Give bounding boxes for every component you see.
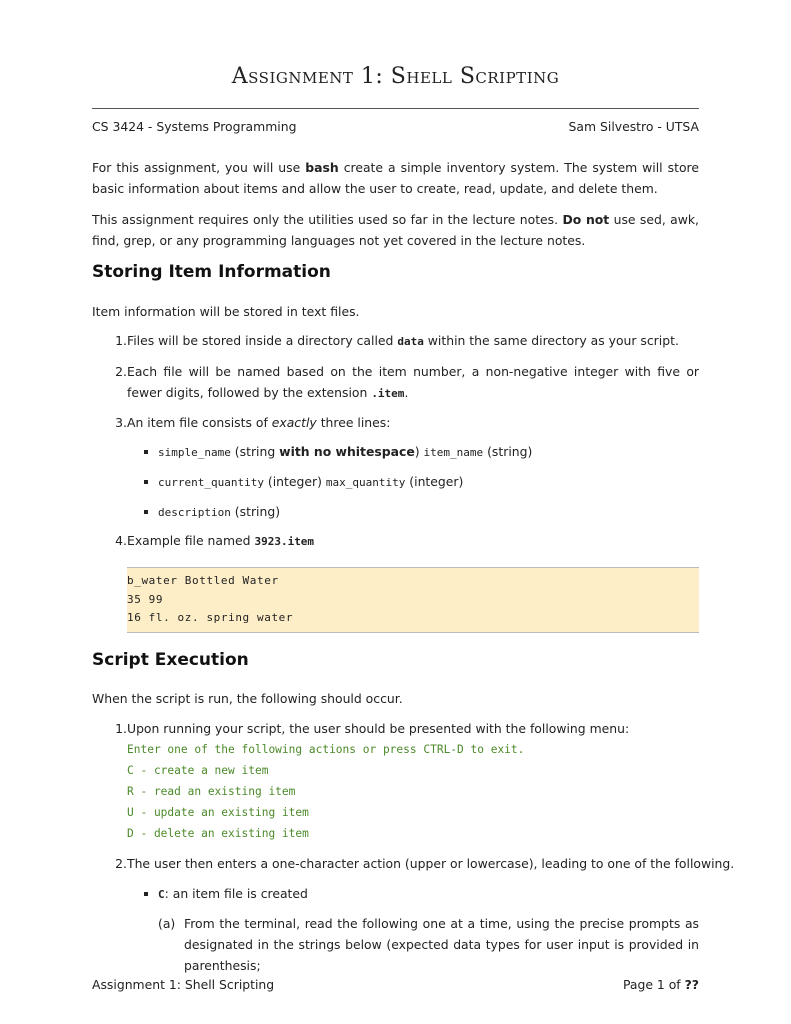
sub-item-a: (a) From the terminal, read the following one at a time, using the precise prompts as designated in the strings below (expected data types for user input is provided in parenthesis; [184,913,699,976]
menu-line: R - read an existing item [127,785,296,798]
menu-line: D - delete an existing item [127,827,309,840]
code-line: 16 fl. oz. spring water [127,611,294,624]
list-item: 2. The user then enters a one-character action (upper or lowercase), leading to one of the following. [115,856,735,871]
author-label: Sam Silvestro - UTSA [568,119,699,134]
bullet-marker [144,480,148,484]
document-page [92,0,735,1024]
field-bullet: description (string) [158,501,698,523]
section1-lead: Item information will be stored in text files. [92,304,360,319]
menu-line: U - update an existing item [127,806,309,819]
list-item: 2. Each file will be named based on the item number, a non-negative integer with five or fewer digits, followed by the extension .item. [115,364,699,400]
bullet-marker [144,892,148,896]
section-heading-storing: Storing Item Information [92,262,331,282]
section-heading-execution: Script Execution [92,650,249,670]
sub-item-label: (a) [158,916,176,931]
field-bullet: simple_name (string with no whitespace) item_name (string) [158,441,698,463]
course-label: CS 3424 - Systems Programming [92,119,297,134]
menu-line: Enter one of the following actions or press CTRL-D to exit. [127,743,525,756]
list-item: 3. An item file consists of exactly three lines: [115,415,391,430]
bullet-marker [144,450,148,454]
action-bullet: C: an item file is created [158,883,698,905]
code-line: 35 99 [127,592,164,606]
footer-page-number: Page 1 of ?? [622,977,699,992]
footer-title: Assignment 1: Shell Scripting [92,977,275,992]
header-rule [92,108,699,109]
example-file-code-block [127,567,699,633]
menu-line: C - create a new item [127,764,269,777]
list-item: 4. Example file named 3923.item [115,533,315,548]
list-item: 1. Upon running your script, the user should be presented with the following menu: Enter one of the following actions or press CTRL-D to exit. C - create a new item R - read an existing item U - update an existing item D - delete an existing item [127,718,699,844]
intro-paragraph-2: This assignment requires only the utilities used so far in the lecture notes. Do not use sed, awk, find, grep, or any programming languages not yet covered in the lecture notes. [92,212,699,248]
list-item: 1. Files will be stored inside a directory called data within the same directory as your script. [115,333,679,348]
field-bullet: current_quantity (integer) max_quantity (integer) [158,471,698,493]
page-title: Assignment 1: Shell Scripting [231,64,560,89]
code-line: b_water Bottled Water [127,574,279,587]
section2-lead: When the script is run, the following should occur. [92,691,403,706]
intro-paragraph-1: For this assignment, you will use bash create a simple inventory system. The system will store basic information about items and allow the user to create, read, update, and delete them. [92,160,699,196]
bullet-marker [144,510,148,514]
menu-listing [127,739,699,844]
